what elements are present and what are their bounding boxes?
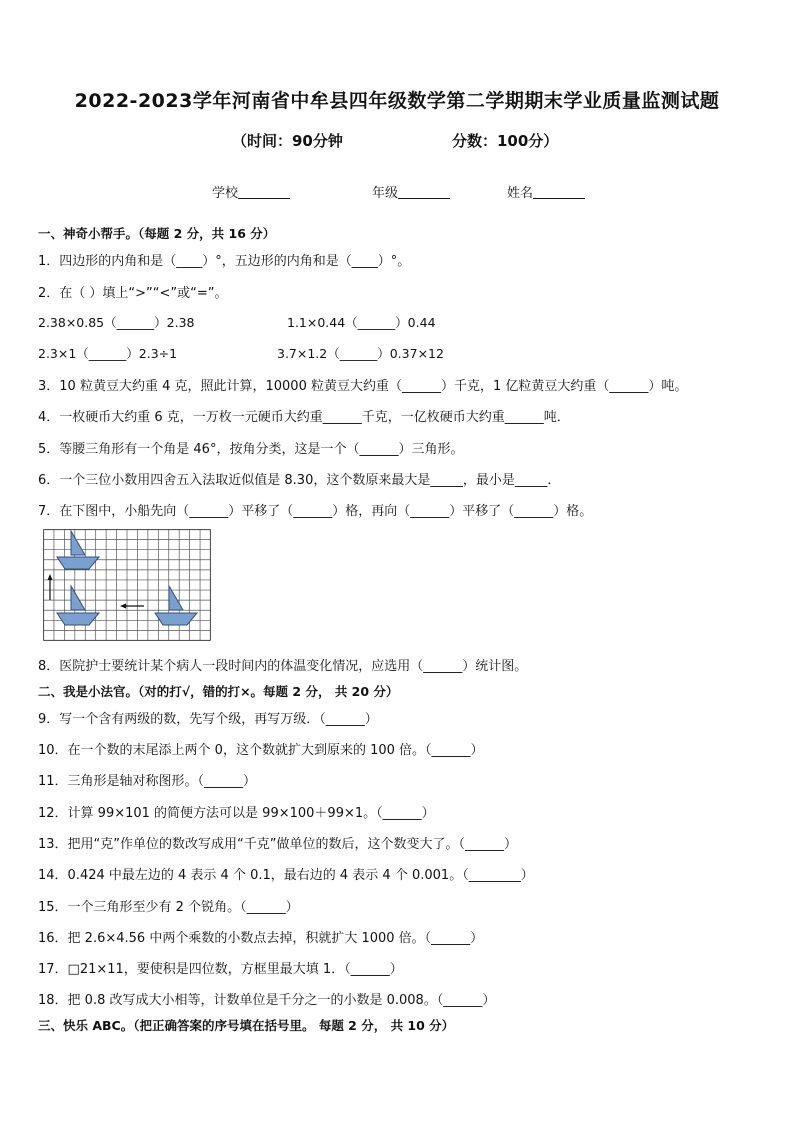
question-2a: 2.38×0.85（______）2.38 (38, 315, 195, 330)
question-13: 13．把用“克”作单位的数改写成用“千克”做单位的数后，这个数变大了。（______） (38, 837, 517, 852)
arrow-up-icon (48, 574, 53, 600)
question-1: 1．四边形的内角和是（____）°，五边形的内角和是（____）°。 (38, 254, 411, 269)
boat-hull (57, 557, 99, 569)
question-2c: 2.3×1（______）2.3÷1 (38, 346, 178, 361)
question-16: 16．把 2.6×4.56 中两个乘数的小数点去掉，积就扩大 1000 倍。（______） (38, 931, 484, 946)
question-2b: 1.1×0.44（______）0.44 (287, 315, 436, 330)
question-2d: 3.7×1.2（______）0.37×12 (277, 346, 444, 361)
grade-label: 年级 (372, 186, 399, 201)
question-3: 3．10 粒黄豆大约重 4 克，照此计算，10000 粒黄豆大约重（______）千克，1 亿粒黄豆大约重（______）吨。 (38, 379, 688, 394)
question-8: 8．医院护士要统计某个病人一段时间内的体温变化情况，应选用（______）统计图。 (38, 659, 528, 674)
boat-middle (57, 586, 99, 625)
exam-time: （时间：90分钟 (232, 132, 343, 150)
school-field[interactable] (212, 182, 290, 201)
question-10: 10．在一个数的末尾添上两个 0，这个数就扩大到原来的 100 倍。（______） (38, 743, 484, 758)
question-14: 14．0.424 中最左边的 4 表示 4 个 0.1，最右边的 4 表示 4 个 0.001。（________） (38, 868, 534, 883)
arrow-left-icon (120, 604, 144, 609)
question-17: 17．□21×11，要使积是四位数，方框里最大填 1．（______） (38, 962, 403, 977)
boat-right (155, 586, 197, 625)
question-12: 12．计算 99×101 的简便方法可以是 99×100＋99×1。（______） (38, 806, 435, 821)
boat-hull (155, 613, 197, 625)
question-4: 4．一枚硬币大约重 6 克，一万枚一元硬币大约重______千克，一亿枚硬币大约重______吨． (38, 410, 570, 425)
question-7: 7．在下图中，小船先向（______）平移了（______）格，再向（______）平移了（______）格。 (38, 504, 593, 519)
school-label: 学校 (212, 186, 239, 201)
grade-field[interactable] (372, 182, 450, 201)
name-blank[interactable] (533, 184, 585, 199)
section-2-heading: 二、我是小法官。（对的打√，错的打×。每题 2 分， 共 20 分） (38, 684, 399, 699)
boat-sail (71, 531, 85, 555)
name-label: 姓名 (507, 186, 534, 201)
boat-hull (57, 613, 99, 625)
boat-sail (169, 586, 183, 610)
question-11: 11．三角形是轴对称图形。（______） (38, 774, 257, 789)
question-6: 6．一个三位小数用四舍五入法取近似值是 8.30，这个数原来最大是_____，最小是_____． (38, 473, 561, 488)
section-3-heading: 三、快乐 ABC。（把正确答案的序号填在括号里。 每题 2 分， 共 10 分） (38, 1018, 455, 1033)
exam-score: 分数：100分） (452, 132, 559, 150)
boat-grid-figure (43, 529, 211, 641)
question-15: 15．一个三角形至少有 2 个锐角。（______） (38, 900, 299, 915)
name-field[interactable] (507, 182, 585, 201)
question-9: 9．写一个含有两级的数，先写个级，再写万级．（______） (38, 712, 378, 727)
section-1-heading: 一、神奇小帮手。（每题 2 分，共 16 分） (38, 226, 276, 241)
page-title: 2022-2023学年河南省中牟县四年级数学第二学期期末学业质量监测试题 (74, 90, 720, 112)
question-2: 2．在（ ）填上“>”“<”或“=”。 (38, 286, 228, 301)
grade-blank[interactable] (398, 184, 450, 199)
question-18: 18．把 0.8 改写成大小相等，计数单位是千分之一的小数是 0.008。（______） (38, 993, 496, 1008)
question-5: 5．等腰三角形有一个角是 46°，按角分类，这是一个（______）三角形。 (38, 442, 464, 457)
boat-sail (71, 586, 85, 610)
school-blank[interactable] (238, 184, 290, 199)
